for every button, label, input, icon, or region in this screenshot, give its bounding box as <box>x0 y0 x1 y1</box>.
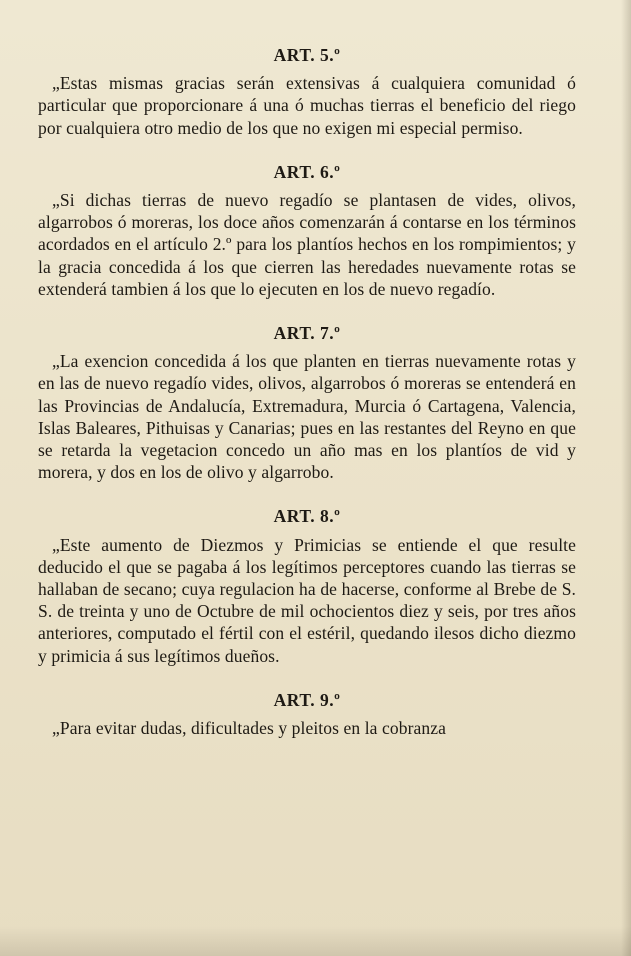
article-text: „Para evitar dudas, dificultades y pleitos en la cobranza <box>52 718 446 739</box>
article-text: „La exencion concedida á los que planten en tierras nuevamente rotas y en las de nuevo regadío vides, olivos, algarrobos ó moreras se entenderá en las Provincias de Andalucía, Extremadura, Murcia ó Cartagena, Valencia, Islas Baleares, Pithuisas y Canarias; pues en las restantes del Reyno en que se retarda la vegetacion concedo un año mas en los plantíos de vid y morera, y dos en los de olivo y algarrobo. <box>38 351 576 483</box>
article-6 <box>38 161 576 300</box>
article-heading: ART. 7.º <box>273 323 341 344</box>
article-heading: ART. 6.º <box>273 161 341 182</box>
article-text: „Este aumento de Diezmos y Primicias se entiende el que resulte deducido el que se pagaba á los legítimos perceptores cuando las tierras se hallaban de secano; cuya regulacion ha de hacerse, conforme al Brebe de S. S. de treinta y uno de Octubre de mil ochocientos diez y seis, por tres años anteriores, computado el fértil con el estéril, quedando ilesos dicho diezmo y primicia á sus legítimos dueños. <box>38 534 576 666</box>
document-body <box>38 44 576 759</box>
article-text: „Estas mismas gracias serán extensivas á cualquiera comunidad ó particular que proporcionare á una ó muchas tierras el beneficio del riego por cualquiera otro medio de los que no exigen mi especial permiso. <box>38 73 576 138</box>
page-bottom-shadow <box>0 926 631 956</box>
article-9 <box>38 689 576 739</box>
article-text: „Si dichas tierras de nuevo regadío se plantasen de vides, olivos, algarrobos ó moreras, los doce años comenzarán á contarse en los términos acordados en el artículo 2.º para los plantíos hechos en los rompimientos; y la gracia concedida á los que cierren las heredades nuevamente rotas se extenderá tambien á los que lo ejecuten en los de nuevo regadío. <box>38 190 576 299</box>
article-5 <box>38 44 576 139</box>
article-heading: ART. 8.º <box>273 506 341 527</box>
article-7 <box>38 322 576 483</box>
article-heading: ART. 5.º <box>273 45 341 65</box>
article-heading: ART. 9.º <box>273 689 341 710</box>
article-8 <box>38 505 576 666</box>
page-edge-shadow <box>621 0 631 956</box>
